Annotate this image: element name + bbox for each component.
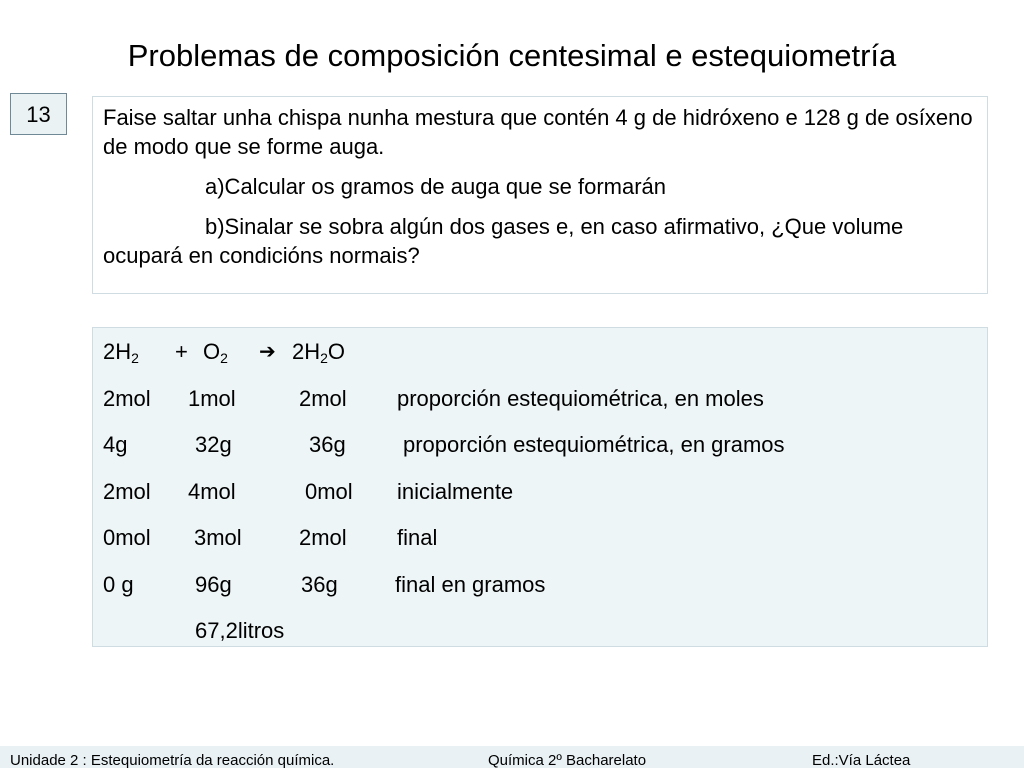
problem-part-b: b)Sinalar se sobra algún dos gases e, en caso afirmativo, ¿Que volume ocupará en condicións normais? (103, 214, 904, 268)
stoichiometry-row (103, 477, 977, 524)
oxygen-amount: 4mol (188, 478, 236, 504)
water-amount: 36g (309, 432, 346, 457)
reaction-arrow-icon: ➔ (259, 339, 276, 363)
row-note: proporción estequiométrica, en moles (397, 385, 764, 411)
slide-title: Problemas de composición centesimal e estequiometría (127, 38, 897, 73)
problem-statement-box (92, 96, 988, 294)
plus-sign: + (175, 339, 188, 364)
oxygen-amount: 3mol (194, 525, 242, 550)
footer-unit: Unidade 2 : Estequiometría da reacción química. (10, 752, 335, 768)
leftover-volume-row (103, 616, 977, 663)
oxygen-reactant: $O_2$ (203, 339, 228, 366)
leftover-oxygen-volume: 67,2litros (195, 618, 285, 643)
stoichiometry-row (103, 570, 977, 617)
hydrogen-amount: 2mol (103, 385, 151, 411)
stoichiometry-row (103, 523, 977, 570)
row-note: inicialmente (397, 478, 514, 504)
stoichiometry-row (103, 384, 977, 431)
problem-number-badge: 13 (10, 93, 67, 135)
row-note: final en gramos (395, 571, 546, 597)
water-amount: 2mol (299, 385, 347, 411)
hydrogen-amount: 0 g (103, 571, 134, 597)
stoichiometry-row (103, 430, 977, 477)
hydrogen-reactant: $2H_2$ (103, 339, 139, 366)
hydrogen-amount: 0mol (103, 525, 151, 550)
hydrogen-amount: 4g (103, 432, 128, 457)
oxygen-amount: 1mol (188, 385, 236, 411)
hydrogen-amount: 2mol (103, 478, 151, 504)
chemical-equation (103, 337, 977, 384)
water-amount: 36g (301, 571, 338, 597)
footer-course: Química 2º Bacharelato (488, 752, 647, 768)
solution-box (92, 327, 988, 647)
slide-footer (0, 746, 1024, 768)
water-amount: 2mol (299, 525, 347, 550)
water-amount: 0mol (305, 478, 353, 504)
oxygen-amount: 32g (195, 432, 232, 457)
problem-statement: Faise saltar unha chispa nunha mestura que contén 4 g de hidróxeno e 128 g de osíxeno de modo que se forme auga. (103, 105, 973, 159)
footer-publisher: Ed.:Vía Láctea (812, 752, 911, 768)
oxygen-amount: 96g (195, 571, 232, 597)
row-note: final (397, 525, 438, 550)
problem-part-a: a)Calcular os gramos de auga que se formarán (205, 174, 667, 199)
water-product: $2H_2O$ (292, 339, 346, 366)
row-note: proporción estequiométrica, en gramos (403, 432, 785, 457)
